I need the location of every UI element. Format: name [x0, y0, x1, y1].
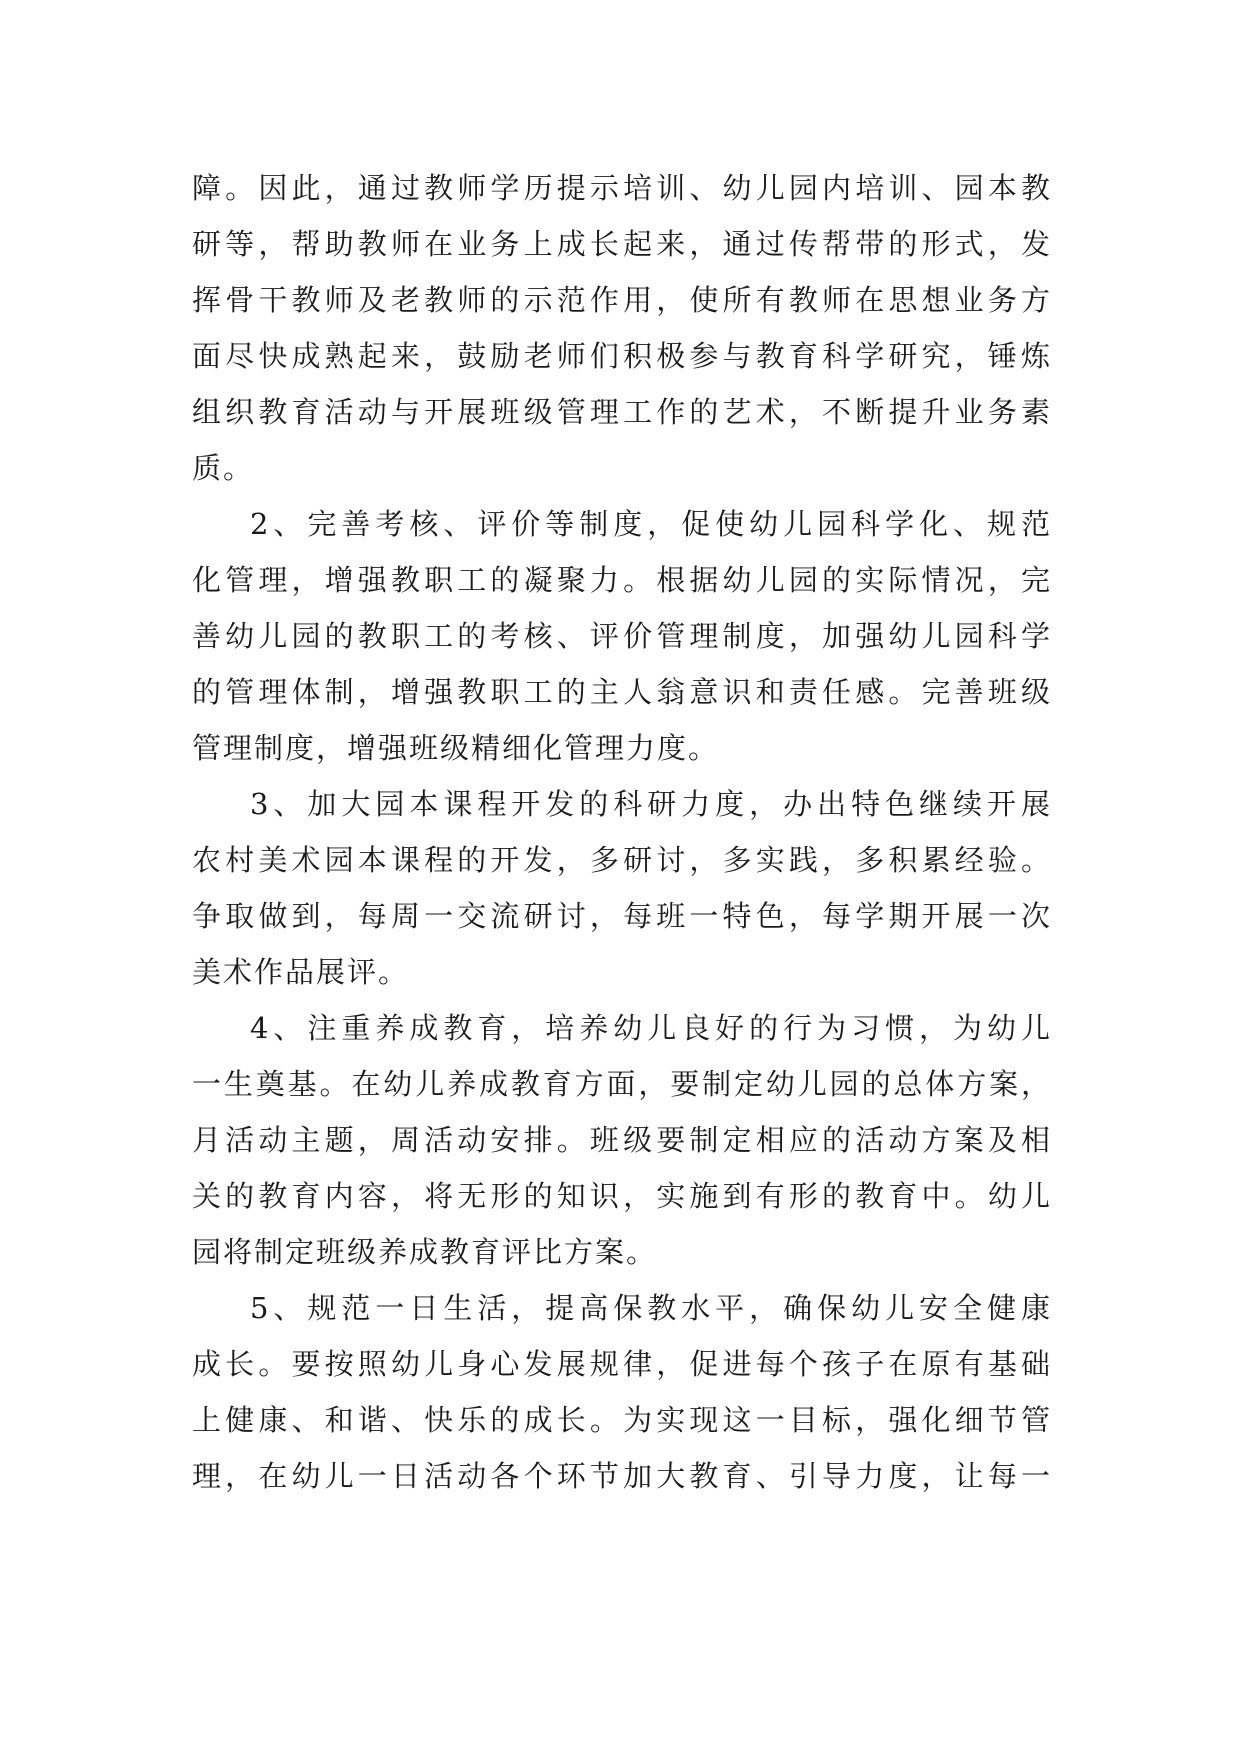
- text-line: 管理制度，增强班级精细化管理力度。: [192, 731, 720, 765]
- text-line: 组织教育活动与开展班级管理工作的艺术，不断提升业务素: [192, 395, 1052, 429]
- text-line: 美术作品展评。: [192, 955, 410, 989]
- text-line: 的管理体制，增强教职工的主人翁意识和责任感。完善班级: [192, 675, 1052, 709]
- text-line: 善幼儿园的教职工的考核、评价管理制度，加强幼儿园科学: [192, 619, 1052, 653]
- text-line: 化管理，增强教职工的凝聚力。根据幼儿园的实际情况，完: [192, 563, 1052, 597]
- text-line: 障。因此，通过教师学历提示培训、幼儿园内培训、园本教: [192, 171, 1052, 205]
- paragraph-start-line: 4、注重养成教育，培养幼儿良好的行为习惯，为幼儿: [250, 1011, 1052, 1045]
- text-line: 成长。要按照幼儿身心发展规律，促进每个孩子在原有基础: [192, 1347, 1052, 1381]
- paragraph-start-line: 2、完善考核、评价等制度，促使幼儿园科学化、规范: [250, 507, 1052, 541]
- text-line: 上健康、和谐、快乐的成长。为实现这一目标，强化细节管: [192, 1403, 1052, 1437]
- text-line: 面尽快成熟起来，鼓励老师们积极参与教育科学研究，锤炼: [192, 339, 1052, 373]
- text-line: 月活动主题，周活动安排。班级要制定相应的活动方案及相: [192, 1123, 1052, 1157]
- paragraph-start-line: 5、规范一日生活，提高保教水平，确保幼儿安全健康: [250, 1291, 1052, 1325]
- text-line: 争取做到，每周一交流研讨，每班一特色，每学期开展一次: [192, 899, 1052, 933]
- text-line: 一生奠基。在幼儿养成教育方面，要制定幼儿园的总体方案，: [192, 1067, 1052, 1101]
- text-line: 理，在幼儿一日活动各个环节加大教育、引导力度，让每一: [192, 1459, 1052, 1493]
- text-line: 挥骨干教师及老教师的示范作用，使所有教师在思想业务方: [192, 283, 1052, 317]
- text-line: 关的教育内容，将无形的知识，实施到有形的教育中。幼儿: [192, 1179, 1052, 1213]
- text-line: 农村美术园本课程的开发，多研讨，多实践，多积累经验。: [192, 843, 1052, 877]
- text-line: 质。: [192, 451, 255, 485]
- paragraph-start-line: 3、加大园本课程开发的科研力度，办出特色继续开展: [250, 787, 1052, 821]
- text-line: 园将制定班级养成教育评比方案。: [192, 1235, 658, 1269]
- text-line: 研等，帮助教师在业务上成长起来，通过传帮带的形式，发: [192, 227, 1052, 261]
- body-text: [192, 160, 1052, 1504]
